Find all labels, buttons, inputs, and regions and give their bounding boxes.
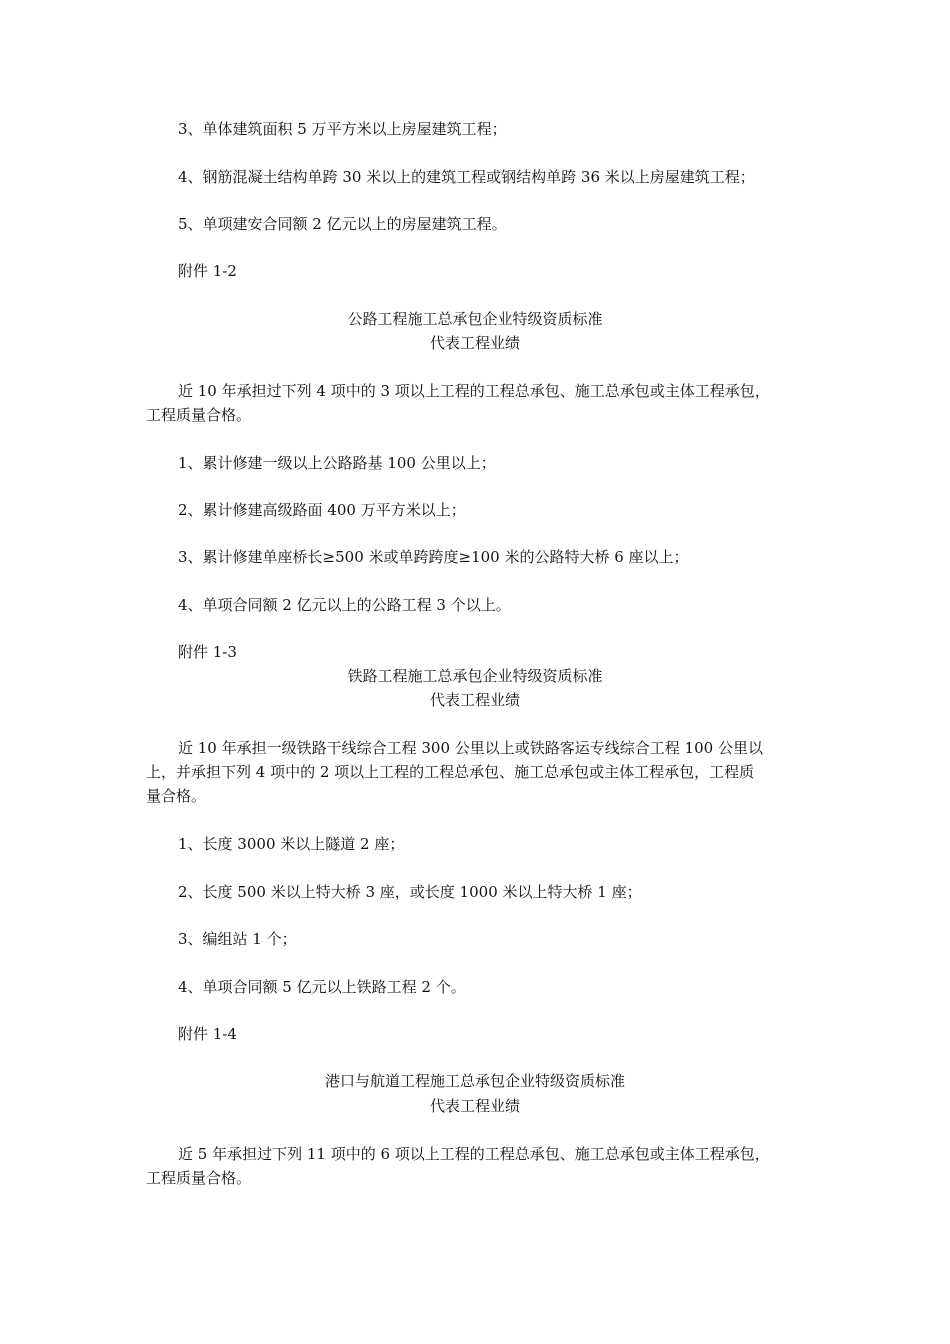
section-subtitle: 代表工程业绩 [429, 1097, 520, 1115]
paragraph-line: 工程质量合格。 [146, 1169, 252, 1187]
paragraph-line: 量合格。 [146, 787, 207, 805]
list-item: 1、累计修建一级以上公路路基 100 公里以上； [178, 454, 496, 472]
list-item: 4、钢筋混凝土结构单跨 30 米以上的建筑工程或钢结构单跨 36 米以上房屋建筑工程； [178, 168, 755, 186]
paragraph-line: 近 10 年承担一级铁路干线综合工程 300 公里以上或铁路客运专线综合工程 100 公里以 [178, 739, 763, 757]
list-item: 3、编组站 1 个； [178, 930, 297, 948]
paragraph-line: 近 5 年承担过下列 11 项中的 6 项以上工程的工程总承包、施工总承包或主体工程承包， [178, 1145, 770, 1163]
list-item: 4、单项合同额 5 亿元以上铁路工程 2 个。 [178, 978, 466, 996]
paragraph-line: 近 10 年承担过下列 4 项中的 3 项以上工程的工程总承包、施工总承包或主体工程承包， [178, 382, 770, 400]
section-title: 铁路工程施工总承包企业特级资质标准 [347, 667, 603, 685]
list-item: 1、长度 3000 米以上隧道 2 座； [178, 835, 405, 853]
section-subtitle: 代表工程业绩 [429, 334, 520, 352]
list-item: 5、单项建安合同额 2 亿元以上的房屋建筑工程。 [178, 215, 507, 233]
list-item: 3、累计修建单座桥长≥500 米或单跨跨度≥100 米的公路特大桥 6 座以上； [178, 548, 689, 566]
section-title: 港口与航道工程施工总承包企业特级资质标准 [324, 1072, 625, 1090]
list-item: 4、单项合同额 2 亿元以上的公路工程 3 个以上。 [178, 596, 511, 614]
annex-label: 附件 1-3 [178, 643, 237, 661]
list-item: 3、单体建筑面积 5 万平方米以上房屋建筑工程； [178, 120, 507, 138]
annex-label: 附件 1-4 [178, 1025, 237, 1043]
list-item: 2、累计修建高级路面 400 万平方米以上； [178, 501, 466, 519]
paragraph-line: 上，并承担下列 4 项中的 2 项以上工程的工程总承包、施工总承包或主体工程承包，工程质 [146, 763, 755, 781]
paragraph-line: 工程质量合格。 [146, 406, 252, 424]
annex-label: 附件 1-2 [178, 262, 237, 280]
section-title: 公路工程施工总承包企业特级资质标准 [347, 310, 603, 328]
section-subtitle: 代表工程业绩 [429, 691, 520, 709]
list-item: 2、长度 500 米以上特大桥 3 座，或长度 1000 米以上特大桥 1 座； [178, 883, 642, 901]
